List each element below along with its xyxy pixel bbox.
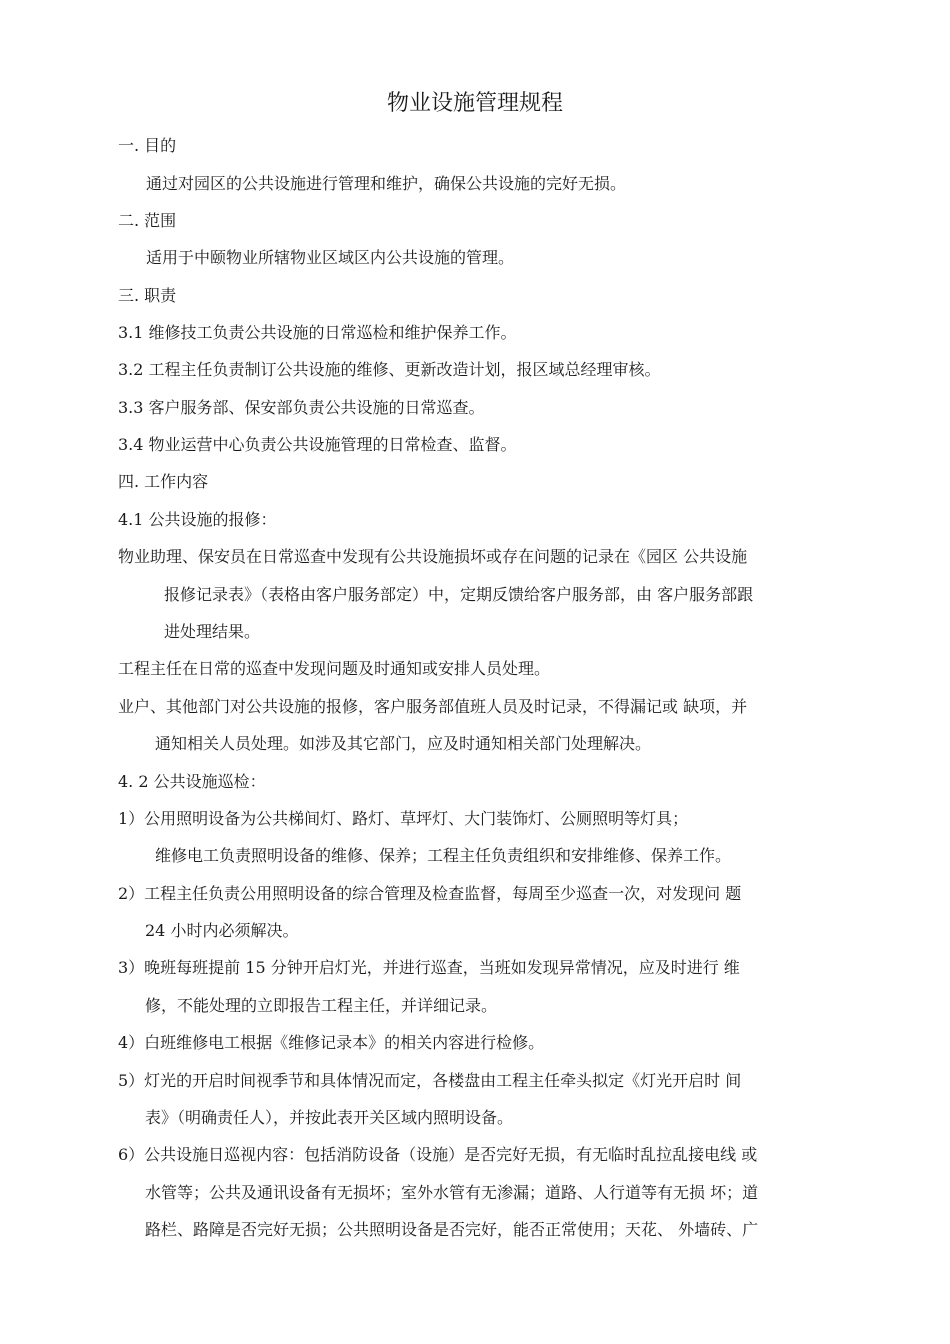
paragraph-line: 进处理结果。 — [164, 622, 261, 641]
list-item-3-cont: 修，不能处理的立即报告工程主任，并详细记录。 — [145, 996, 498, 1015]
duty-item-3-4: 3.4 物业运营中心负责公共设施管理的日常检查、监督。 — [118, 435, 517, 454]
duty-item-3-3: 3.3 客户服务部、保安部负责公共设施的日常巡查。 — [118, 398, 485, 417]
list-item-6-cont: 路栏、路障是否完好无损；公共照明设备是否完好，能否正常使用；天花、 外墙砖、广 — [145, 1220, 759, 1239]
paragraph-line: 物业助理、保安员在日常巡查中发现有公共设施损坏或存在问题的记录在《园区 公共设施 — [118, 547, 748, 566]
duty-item-3-1: 3.1 维修技工负责公共设施的日常巡检和维护保养工作。 — [118, 323, 517, 342]
paragraph-line: 业户、其他部门对公共设施的报修，客户服务部值班人员及时记录，不得漏记或 缺项，并 — [118, 697, 748, 716]
paragraph-scope: 适用于中颐物业所辖物业区域区内公共设施的管理。 — [146, 248, 515, 267]
subheading-4-2: 4. 2 公共设施巡检： — [118, 772, 266, 791]
list-item-2-cont: 24 小时内必须解决。 — [145, 921, 299, 940]
list-item-2: 2）工程主任负责公用照明设备的综合管理及检查监督，每周至少巡查一次，对发现问 题 — [118, 884, 742, 903]
paragraph-line: 通知相关人员处理。如涉及其它部门，应及时通知相关部门处理解决。 — [155, 734, 652, 753]
paragraph-line: 报修记录表》（表格由客户服务部定）中，定期反馈给客户服务部，由 客户服务部跟 — [164, 585, 754, 604]
list-item-5: 5）灯光的开启时间视季节和具体情况而定，各楼盘由工程主任牵头拟定《灯光开启时 间 — [118, 1071, 742, 1090]
section-heading-purpose: 一. 目的 — [118, 136, 177, 155]
duty-item-3-2: 3.2 工程主任负责制订公共设施的维修、更新改造计划，报区域总经理审核。 — [118, 360, 661, 379]
paragraph-purpose: 通过对园区的公共设施进行管理和维护，确保公共设施的完好无损。 — [146, 174, 627, 193]
list-item-6: 6）公共设施日巡视内容：包括消防设备（设施）是否完好无损，有无临时乱拉乱接电线 或 — [118, 1145, 758, 1164]
section-heading-duties: 三. 职责 — [118, 286, 177, 305]
list-item-4: 4）白班维修电工根据《维修记录本》的相关内容进行检修。 — [118, 1033, 545, 1052]
section-heading-scope: 二. 范围 — [118, 211, 177, 230]
subheading-4-1: 4.1 公共设施的报修： — [118, 510, 277, 529]
list-item-6-cont: 水管等；公共及通讯设备有无损坏；室外水管有无渗漏；道路、人行道等有无损 坏；道 — [145, 1183, 759, 1202]
paragraph-line: 工程主任在日常的巡查中发现问题及时通知或安排人员处理。 — [118, 659, 551, 678]
list-item-1-cont: 维修电工负责照明设备的维修、保养；工程主任负责组织和安排维修、保养工作。 — [155, 846, 732, 865]
document-title: 物业设施管理规程 — [386, 91, 563, 116]
list-item-1: 1）公用照明设备为公共梯间灯、路灯、草坪灯、大门装饰灯、公厕照明等灯具； — [118, 809, 689, 828]
list-item-5-cont: 表》（明确责任人），并按此表开关区域内照明设备。 — [145, 1108, 514, 1127]
list-item-3: 3）晚班每班提前 15 分钟开启灯光，并进行巡查，当班如发现异常情况，应及时进行 维 — [118, 958, 740, 977]
section-heading-work: 四. 工作内容 — [118, 472, 209, 491]
